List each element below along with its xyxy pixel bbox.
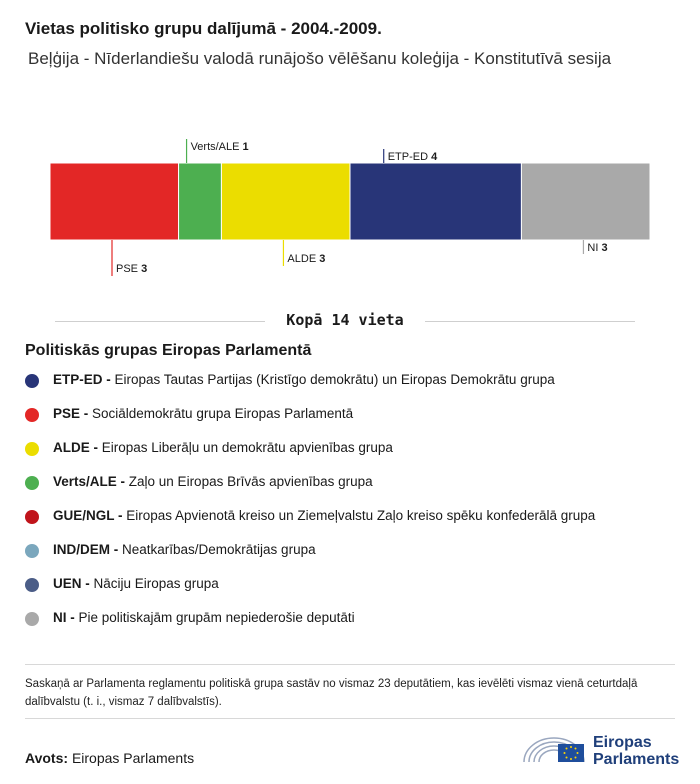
legend-item-desc: Eiropas Liberāļu un demokrātu apvienības grupa: [101, 440, 393, 455]
legend-item-desc: Eiropas Apvienotā kreiso un Ziemeļvalstu Zaļo kreiso spēku konfederālā grupa: [126, 508, 596, 523]
legend-color-dot-icon: [25, 408, 39, 422]
legend-item-text: [53, 542, 316, 557]
footnote: Saskaņā ar Parlamenta reglamentu politiskā grupa sastāv no vismaz 23 deputātiem, kas ievēlēti vismaz vienā ceturtdaļā dalībvalstu (t. i., vismaz 7 dalībvalstīs).: [25, 678, 638, 708]
legend-color-dot-icon: [25, 612, 39, 626]
legend-color-dot-icon: [25, 544, 39, 558]
legend-item-abbr: GUE/NGL -: [53, 508, 127, 523]
segment-label-ni: NI 3: [587, 242, 608, 254]
bar-segment-verts-ale: [179, 163, 222, 240]
legend-color-dot-icon: [25, 510, 39, 524]
source-label: Avots:: [25, 750, 69, 766]
segment-label-pse: PSE 3: [116, 263, 148, 275]
legend-item-abbr: UEN -: [53, 576, 94, 591]
legend-color-dot-icon: [25, 578, 39, 592]
legend-item-abbr: Verts/ALE -: [53, 474, 129, 489]
legend-item-abbr: NI -: [53, 610, 79, 625]
legend-color-dot-icon: [25, 442, 39, 456]
logo-line-2: Parlaments: [593, 751, 680, 768]
chart-title: Vietas politisko grupu dalījumā - 2004.-2009.: [25, 19, 382, 38]
footer-divider-top: [25, 664, 675, 665]
logo-line-1: Eiropas: [593, 734, 652, 751]
legend-item-desc: Neatkarības/Demokrātijas grupa: [122, 542, 316, 557]
chart-subtitle: Beļģija - Nīderlandiešu valodā runājošo vēlēšanu koleģija - Konstitutīvā sesija: [28, 49, 612, 68]
legend-item-text: [53, 576, 219, 591]
ep-logo: [520, 728, 680, 768]
segment-label-alde: ALDE 3: [287, 253, 326, 265]
segment-label-verts-ale: Verts/ALE 1: [190, 141, 249, 153]
total-seats-row: [55, 311, 635, 333]
legend-item-text: [53, 406, 353, 421]
source-line: [25, 750, 194, 766]
seat-bar-chart: [0, 0, 700, 300]
legend-heading: Politiskās grupas Eiropas Parlamentā: [25, 342, 312, 359]
legend-color-dot-icon: [25, 476, 39, 490]
legend-item-text: [53, 610, 355, 625]
legend-item-desc: Sociāldemokrātu grupa Eiropas Parlamentā: [92, 406, 354, 421]
legend-item-desc: Zaļo un Eiropas Brīvās apvienības grupa: [128, 474, 373, 489]
parliament-hemicycle-icon: [520, 728, 590, 768]
legend-item-desc: Nāciju Eiropas grupa: [93, 576, 219, 591]
bar-segment-ni: [521, 163, 650, 240]
legend-item-abbr: ALDE -: [53, 440, 102, 455]
legend-item-text: [53, 372, 555, 387]
logo-wordmark: [593, 734, 679, 768]
legend-item-text: [53, 508, 595, 523]
legend-color-dot-icon: [25, 374, 39, 388]
legend-item-desc: Eiropas Tautas Partijas (Kristīgo demokrātu) un Eiropas Demokrātu grupa: [114, 372, 555, 387]
legend-item-desc: Pie politiskajām grupām nepiederošie deputāti: [78, 610, 355, 625]
legend-item-abbr: ETP-ED -: [53, 372, 115, 387]
segment-label-etp-ed: ETP-ED 4: [387, 151, 438, 163]
legend-item-text: [53, 440, 393, 455]
footer-divider-bottom: [25, 718, 675, 719]
total-seats-label: Kopā 14 vieta: [274, 311, 415, 329]
bar-segment-alde: [221, 163, 350, 240]
bar-segment-etp-ed: [350, 163, 521, 240]
bar-segment-pse: [50, 163, 179, 240]
legend-item-abbr: IND/DEM -: [53, 542, 122, 557]
source-value: Eiropas Parlaments: [71, 750, 195, 766]
legend-item-text: [53, 474, 373, 489]
legend-item-abbr: PSE -: [53, 406, 93, 421]
